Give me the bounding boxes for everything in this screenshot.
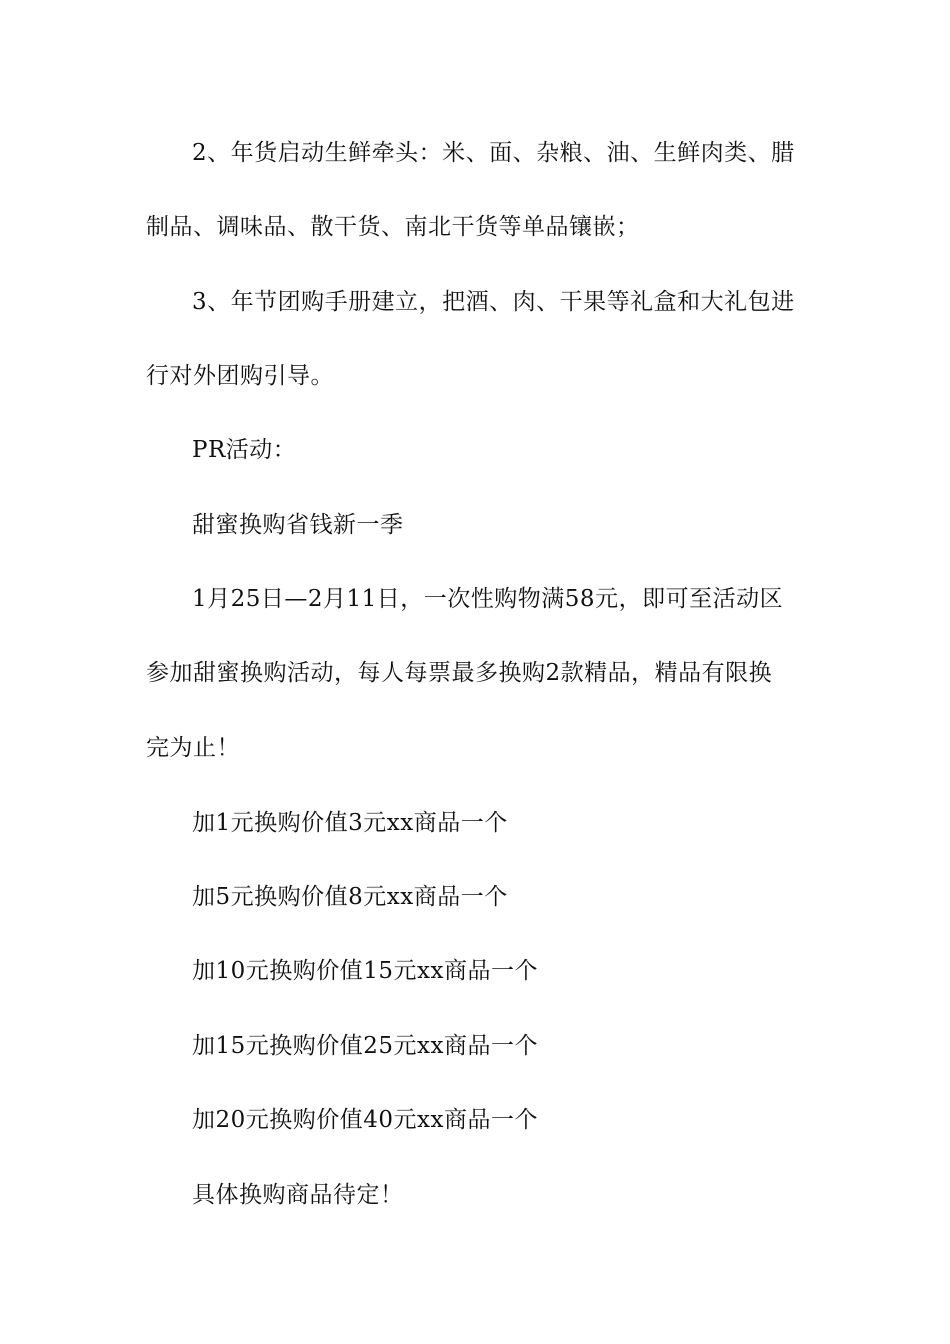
offer-item: 加5元换购价值8元xx商品一个 [192,884,508,910]
section-heading: PR活动： [192,437,297,463]
paragraph-line: 2、年货启动生鲜牵头：米、面、杂粮、油、生鲜肉类、腊 [192,140,795,166]
offer-item: 加15元换购价值25元xx商品一个 [192,1033,538,1059]
paragraph-line: 制品、调味品、散干货、南北干货等单品镶嵌； [146,214,640,240]
offer-item: 加10元换购价值15元xx商品一个 [192,958,538,984]
paragraph-line: 参加甜蜜换购活动，每人每票最多换购2款精品，精品有限换 [146,660,773,686]
closing-note: 具体换购商品待定！ [192,1182,404,1208]
paragraph-line: 1月25日—2月11日，一次性购物满58元，即可至活动区 [192,586,784,612]
paragraph-line: 3、年节团购手册建立，把酒、肉、干果等礼盒和大礼包进 [192,289,795,315]
offer-item: 加20元换购价值40元xx商品一个 [192,1107,538,1133]
paragraph-line: 行对外团购引导。 [146,363,334,389]
activity-title: 甜蜜换购省钱新一季 [192,512,404,538]
paragraph-line: 完为止！ [146,735,240,761]
offer-item: 加1元换购价值3元xx商品一个 [192,810,508,836]
